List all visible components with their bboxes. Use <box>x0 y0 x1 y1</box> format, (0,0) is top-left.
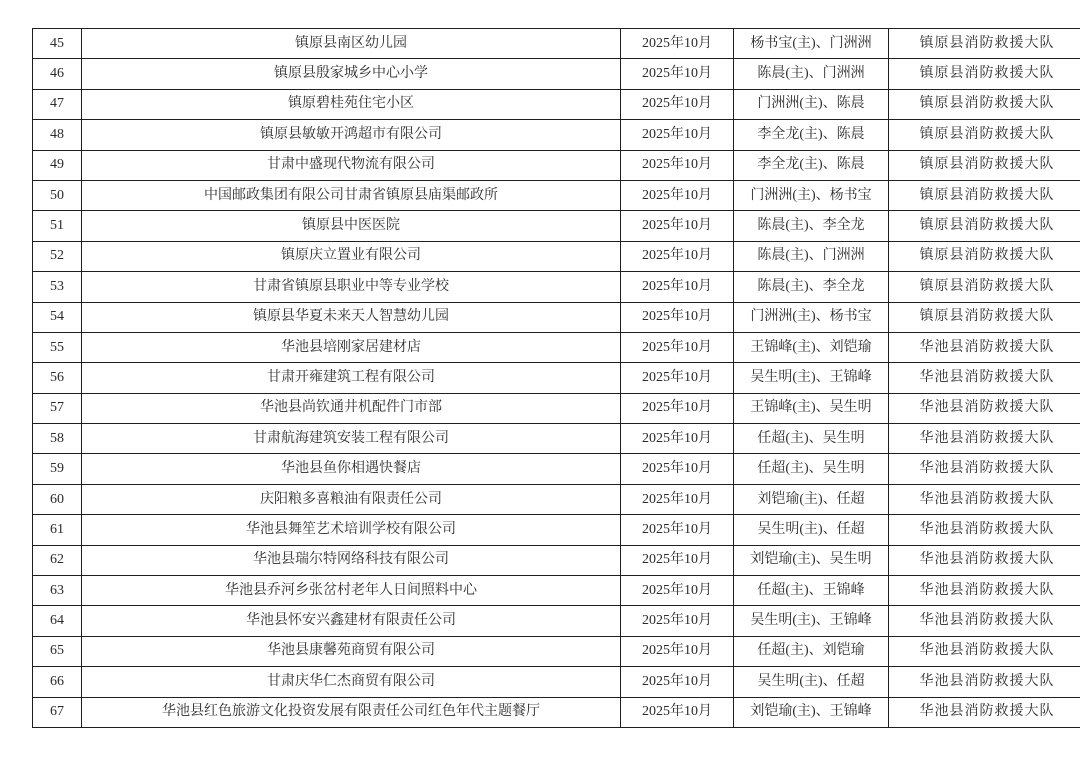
table-row <box>33 29 1080 59</box>
row-number-cell: 48 <box>33 120 82 150</box>
unit-name-cell: 华池县鱼你相遇快餐店 <box>82 454 621 484</box>
row-number-cell: 65 <box>33 636 82 666</box>
row-number-cell: 56 <box>33 363 82 393</box>
department-cell: 华池县消防救援大队 <box>889 515 1080 545</box>
unit-name-cell: 甘肃中盛现代物流有限公司 <box>82 150 621 180</box>
inspection-date-cell: 2025年10月 <box>621 667 734 697</box>
inspection-date-cell: 2025年10月 <box>621 454 734 484</box>
inspection-date-cell: 2025年10月 <box>621 59 734 89</box>
inspection-date-cell: 2025年10月 <box>621 636 734 666</box>
row-number-cell: 67 <box>33 697 82 727</box>
department-cell: 华池县消防救援大队 <box>889 363 1080 393</box>
row-number-cell: 61 <box>33 515 82 545</box>
unit-name-cell: 华池县康馨苑商贸有限公司 <box>82 636 621 666</box>
inspection-date-cell: 2025年10月 <box>621 393 734 423</box>
inspection-date-cell: 2025年10月 <box>621 211 734 241</box>
table-row <box>33 302 1080 332</box>
table-row <box>33 454 1080 484</box>
inspectors-cell: 刘铠瑜(主)、任超 <box>734 484 889 514</box>
unit-name-cell: 华池县红色旅游文化投资发展有限责任公司红色年代主题餐厅 <box>82 697 621 727</box>
table-row <box>33 697 1080 727</box>
row-number-cell: 59 <box>33 454 82 484</box>
table-body <box>33 29 1080 728</box>
inspectors-cell: 吴生明(主)、任超 <box>734 667 889 697</box>
inspection-date-cell: 2025年10月 <box>621 29 734 59</box>
department-cell: 华池县消防救援大队 <box>889 667 1080 697</box>
table-row <box>33 180 1080 210</box>
table-row <box>33 363 1080 393</box>
table-row <box>33 515 1080 545</box>
table-row <box>33 484 1080 514</box>
unit-name-cell: 镇原县敏敏开鸿超市有限公司 <box>82 120 621 150</box>
row-number-cell: 55 <box>33 332 82 362</box>
table-row <box>33 211 1080 241</box>
inspectors-cell: 任超(主)、王锦峰 <box>734 576 889 606</box>
department-cell: 华池县消防救援大队 <box>889 636 1080 666</box>
row-number-cell: 52 <box>33 241 82 271</box>
department-cell: 华池县消防救援大队 <box>889 606 1080 636</box>
row-number-cell: 66 <box>33 667 82 697</box>
table-row <box>33 636 1080 666</box>
inspection-date-cell: 2025年10月 <box>621 272 734 302</box>
table-row <box>33 393 1080 423</box>
inspection-date-cell: 2025年10月 <box>621 302 734 332</box>
inspectors-cell: 门洲洲(主)、杨书宝 <box>734 302 889 332</box>
inspection-date-cell: 2025年10月 <box>621 150 734 180</box>
department-cell: 镇原县消防救援大队 <box>889 59 1080 89</box>
row-number-cell: 47 <box>33 89 82 119</box>
department-cell: 华池县消防救援大队 <box>889 484 1080 514</box>
table-row <box>33 89 1080 119</box>
table-row <box>33 424 1080 454</box>
inspectors-cell: 任超(主)、刘铠瑜 <box>734 636 889 666</box>
unit-name-cell: 甘肃航海建筑安装工程有限公司 <box>82 424 621 454</box>
inspectors-cell: 陈晨(主)、李全龙 <box>734 272 889 302</box>
inspectors-cell: 吴生明(主)、王锦峰 <box>734 606 889 636</box>
inspection-date-cell: 2025年10月 <box>621 241 734 271</box>
unit-name-cell: 华池县怀安兴鑫建材有限责任公司 <box>82 606 621 636</box>
department-cell: 华池县消防救援大队 <box>889 454 1080 484</box>
unit-name-cell: 镇原碧桂苑住宅小区 <box>82 89 621 119</box>
row-number-cell: 64 <box>33 606 82 636</box>
row-number-cell: 46 <box>33 59 82 89</box>
unit-name-cell: 甘肃省镇原县职业中等专业学校 <box>82 272 621 302</box>
inspection-date-cell: 2025年10月 <box>621 180 734 210</box>
unit-name-cell: 甘肃庆华仁杰商贸有限公司 <box>82 667 621 697</box>
inspection-date-cell: 2025年10月 <box>621 576 734 606</box>
department-cell: 华池县消防救援大队 <box>889 424 1080 454</box>
table-row <box>33 120 1080 150</box>
unit-name-cell: 镇原县南区幼儿园 <box>82 29 621 59</box>
row-number-cell: 45 <box>33 29 82 59</box>
department-cell: 镇原县消防救援大队 <box>889 150 1080 180</box>
inspectors-cell: 门洲洲(主)、陈晨 <box>734 89 889 119</box>
inspectors-cell: 吴生明(主)、王锦峰 <box>734 363 889 393</box>
inspectors-cell: 王锦峰(主)、吴生明 <box>734 393 889 423</box>
inspection-date-cell: 2025年10月 <box>621 120 734 150</box>
row-number-cell: 58 <box>33 424 82 454</box>
department-cell: 镇原县消防救援大队 <box>889 180 1080 210</box>
table-row <box>33 241 1080 271</box>
department-cell: 华池县消防救援大队 <box>889 393 1080 423</box>
unit-name-cell: 华池县尚钦通井机配件门市部 <box>82 393 621 423</box>
inspection-date-cell: 2025年10月 <box>621 484 734 514</box>
row-number-cell: 51 <box>33 211 82 241</box>
department-cell: 镇原县消防救援大队 <box>889 241 1080 271</box>
unit-name-cell: 镇原县中医医院 <box>82 211 621 241</box>
department-cell: 华池县消防救援大队 <box>889 576 1080 606</box>
inspectors-cell: 陈晨(主)、门洲洲 <box>734 241 889 271</box>
department-cell: 镇原县消防救援大队 <box>889 211 1080 241</box>
inspection-date-cell: 2025年10月 <box>621 332 734 362</box>
inspection-date-cell: 2025年10月 <box>621 89 734 119</box>
table-row <box>33 576 1080 606</box>
inspection-date-cell: 2025年10月 <box>621 424 734 454</box>
inspection-date-cell: 2025年10月 <box>621 697 734 727</box>
inspectors-cell: 陈晨(主)、门洲洲 <box>734 59 889 89</box>
inspection-date-cell: 2025年10月 <box>621 606 734 636</box>
inspection-date-cell: 2025年10月 <box>621 515 734 545</box>
inspectors-cell: 任超(主)、吴生明 <box>734 454 889 484</box>
row-number-cell: 54 <box>33 302 82 332</box>
unit-name-cell: 中国邮政集团有限公司甘肃省镇原县庙渠邮政所 <box>82 180 621 210</box>
table-row <box>33 606 1080 636</box>
unit-name-cell: 华池县瑞尔特网络科技有限公司 <box>82 545 621 575</box>
inspectors-cell: 李全龙(主)、陈晨 <box>734 120 889 150</box>
unit-name-cell: 华池县乔河乡张岔村老年人日间照料中心 <box>82 576 621 606</box>
inspectors-cell: 王锦峰(主)、刘铠瑜 <box>734 332 889 362</box>
department-cell: 镇原县消防救援大队 <box>889 89 1080 119</box>
department-cell: 镇原县消防救援大队 <box>889 272 1080 302</box>
department-cell: 华池县消防救援大队 <box>889 545 1080 575</box>
unit-name-cell: 镇原县殷家城乡中心小学 <box>82 59 621 89</box>
unit-name-cell: 庆阳粮多喜粮油有限责任公司 <box>82 484 621 514</box>
inspectors-cell: 门洲洲(主)、杨书宝 <box>734 180 889 210</box>
row-number-cell: 60 <box>33 484 82 514</box>
unit-name-cell: 镇原庆立置业有限公司 <box>82 241 621 271</box>
row-number-cell: 53 <box>33 272 82 302</box>
unit-name-cell: 甘肃开雍建筑工程有限公司 <box>82 363 621 393</box>
table-row <box>33 272 1080 302</box>
inspectors-cell: 刘铠瑜(主)、吴生明 <box>734 545 889 575</box>
department-cell: 华池县消防救援大队 <box>889 697 1080 727</box>
inspectors-cell: 吴生明(主)、任超 <box>734 515 889 545</box>
inspectors-cell: 陈晨(主)、李全龙 <box>734 211 889 241</box>
table-row <box>33 667 1080 697</box>
inspectors-cell: 任超(主)、吴生明 <box>734 424 889 454</box>
unit-name-cell: 镇原县华夏未来天人智慧幼儿园 <box>82 302 621 332</box>
inspection-date-cell: 2025年10月 <box>621 545 734 575</box>
inspection-date-cell: 2025年10月 <box>621 363 734 393</box>
table-row <box>33 150 1080 180</box>
inspectors-cell: 刘铠瑜(主)、王锦峰 <box>734 697 889 727</box>
row-number-cell: 50 <box>33 180 82 210</box>
inspectors-cell: 杨书宝(主)、门洲洲 <box>734 29 889 59</box>
inspection-table <box>32 28 1080 728</box>
row-number-cell: 49 <box>33 150 82 180</box>
department-cell: 华池县消防救援大队 <box>889 332 1080 362</box>
table-row <box>33 545 1080 575</box>
table-row <box>33 332 1080 362</box>
row-number-cell: 57 <box>33 393 82 423</box>
table-row <box>33 59 1080 89</box>
inspectors-cell: 李全龙(主)、陈晨 <box>734 150 889 180</box>
department-cell: 镇原县消防救援大队 <box>889 302 1080 332</box>
row-number-cell: 62 <box>33 545 82 575</box>
unit-name-cell: 华池县培刚家居建材店 <box>82 332 621 362</box>
row-number-cell: 63 <box>33 576 82 606</box>
department-cell: 镇原县消防救援大队 <box>889 120 1080 150</box>
unit-name-cell: 华池县舞笙艺术培训学校有限公司 <box>82 515 621 545</box>
department-cell: 镇原县消防救援大队 <box>889 29 1080 59</box>
